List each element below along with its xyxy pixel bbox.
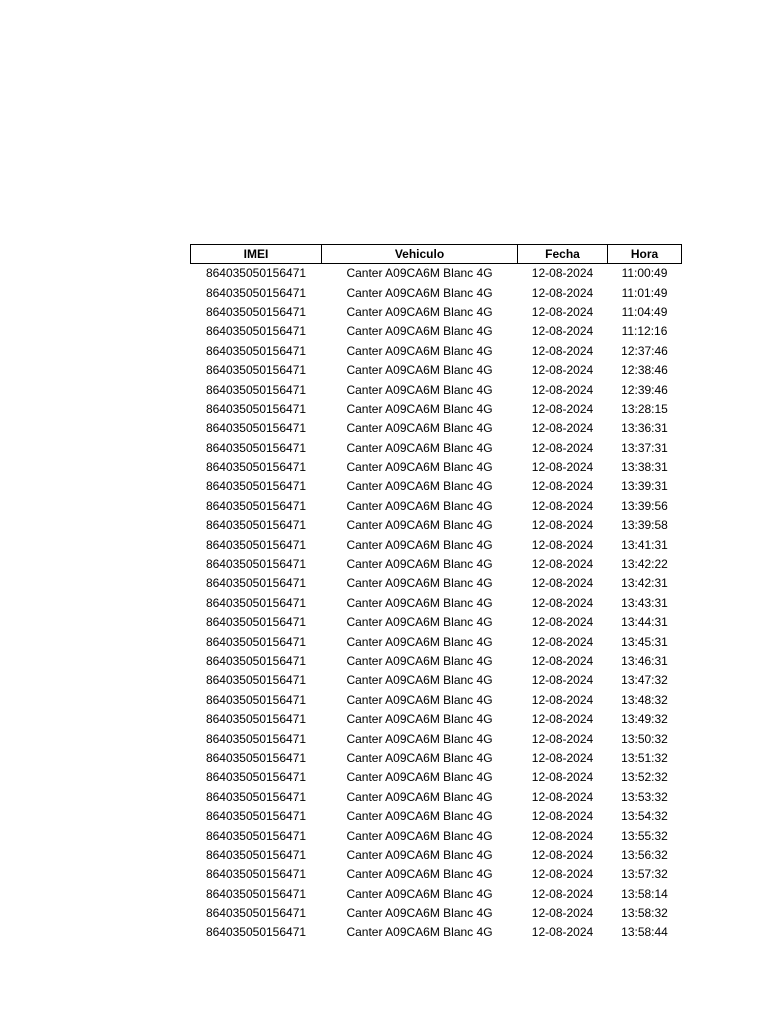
cell-fecha: 12-08-2024: [531, 440, 594, 455]
cell-vehiculo: Canter A09CA6M Blanc 4G: [346, 847, 493, 862]
table-body: [191, 264, 682, 943]
cell-hora: 13:37:31: [621, 440, 668, 455]
cell-fecha: 12-08-2024: [531, 382, 594, 397]
cell-fecha: 12-08-2024: [531, 460, 594, 475]
cell-imei: 864035050156471: [205, 498, 307, 513]
cell-fecha: 12-08-2024: [531, 401, 594, 416]
table-row: [191, 439, 682, 458]
cell-imei: 864035050156471: [205, 304, 307, 319]
table-row: [191, 555, 682, 574]
header-hora: Hora: [608, 245, 682, 264]
cell-vehiculo: Canter A09CA6M Blanc 4G: [346, 673, 493, 688]
cell-hora: 13:41:31: [621, 537, 668, 552]
table-row: [191, 710, 682, 729]
cell-imei: 864035050156471: [205, 634, 307, 649]
cell-vehiculo: Canter A09CA6M Blanc 4G: [346, 925, 493, 940]
cell-imei: 864035050156471: [205, 906, 307, 921]
cell-hora: 13:58:44: [621, 925, 668, 940]
cell-fecha: 12-08-2024: [531, 750, 594, 765]
cell-fecha: 12-08-2024: [531, 595, 594, 610]
cell-imei: 864035050156471: [205, 789, 307, 804]
table-row: [191, 477, 682, 496]
header-row: [191, 245, 682, 264]
table-row: [191, 691, 682, 710]
table-row: [191, 923, 682, 942]
cell-fecha: 12-08-2024: [531, 654, 594, 668]
cell-hora: 13:45:31: [621, 634, 668, 649]
cell-hora: 11:04:49: [621, 304, 668, 319]
cell-fecha: 12-08-2024: [531, 285, 594, 300]
cell-imei: 864035050156471: [205, 867, 307, 882]
table-row: [191, 904, 682, 923]
cell-fecha: 12-08-2024: [531, 692, 594, 707]
cell-vehiculo: Canter A09CA6M Blanc 4G: [346, 304, 493, 319]
cell-imei: 864035050156471: [205, 847, 307, 862]
table-row: [191, 458, 682, 477]
cell-vehiculo: Canter A09CA6M Blanc 4G: [346, 382, 493, 397]
cell-hora: 13:42:22: [621, 557, 668, 572]
cell-vehiculo: Canter A09CA6M Blanc 4G: [346, 789, 493, 804]
cell-hora: 13:58:14: [621, 886, 668, 901]
cell-fecha: 12-08-2024: [531, 828, 594, 843]
cell-fecha: 12-08-2024: [531, 343, 594, 358]
cell-imei: 864035050156471: [205, 750, 307, 765]
cell-fecha: 12-08-2024: [531, 304, 594, 319]
table-row: [191, 400, 682, 419]
cell-vehiculo: Canter A09CA6M Blanc 4G: [346, 692, 493, 707]
cell-vehiculo: Canter A09CA6M Blanc 4G: [346, 595, 493, 610]
cell-fecha: 12-08-2024: [531, 363, 594, 378]
cell-fecha: 12-08-2024: [531, 886, 594, 901]
cell-fecha: 12-08-2024: [531, 537, 594, 552]
cell-fecha: 12-08-2024: [531, 421, 594, 436]
cell-imei: 864035050156471: [205, 770, 307, 785]
table-row: [191, 885, 682, 904]
header-imei: IMEI: [191, 245, 322, 264]
cell-vehiculo: Canter A09CA6M Blanc 4G: [346, 906, 493, 921]
cell-vehiculo: Canter A09CA6M Blanc 4G: [346, 518, 493, 533]
table-row: [191, 807, 682, 826]
cell-vehiculo: Canter A09CA6M Blanc 4G: [346, 634, 493, 649]
cell-vehiculo: Canter A09CA6M Blanc 4G: [346, 343, 493, 358]
cell-hora: 13:58:32: [621, 906, 668, 921]
cell-hora: 13:57:32: [621, 867, 668, 882]
table-row: [191, 632, 682, 651]
table-row: [191, 342, 682, 361]
table-row: [191, 788, 682, 807]
table-row: [191, 671, 682, 690]
cell-fecha: 12-08-2024: [531, 847, 594, 862]
cell-fecha: 12-08-2024: [531, 770, 594, 785]
cell-imei: 864035050156471: [205, 712, 307, 727]
cell-imei: 864035050156471: [205, 654, 307, 668]
table-header: [191, 245, 682, 264]
cell-hora: 12:37:46: [621, 343, 668, 358]
cell-fecha: 12-08-2024: [531, 906, 594, 921]
cell-vehiculo: Canter A09CA6M Blanc 4G: [346, 731, 493, 746]
cell-vehiculo: Canter A09CA6M Blanc 4G: [346, 615, 493, 630]
cell-hora: 13:46:31: [621, 654, 668, 668]
cell-imei: 864035050156471: [205, 382, 307, 397]
cell-vehiculo: Canter A09CA6M Blanc 4G: [346, 809, 493, 824]
cell-imei: 864035050156471: [205, 925, 307, 940]
cell-vehiculo: Canter A09CA6M Blanc 4G: [346, 460, 493, 475]
cell-vehiculo: Canter A09CA6M Blanc 4G: [346, 421, 493, 436]
cell-fecha: 12-08-2024: [531, 673, 594, 688]
table-row: [191, 768, 682, 787]
table-row: [191, 497, 682, 516]
table-row: [191, 865, 682, 884]
cell-imei: 864035050156471: [205, 828, 307, 843]
table-row: [191, 361, 682, 380]
data-sheet: [190, 244, 681, 943]
cell-hora: 13:39:58: [621, 518, 668, 533]
cell-imei: 864035050156471: [205, 440, 307, 455]
cell-hora: 13:38:31: [621, 460, 668, 475]
records-table: [190, 244, 682, 943]
cell-fecha: 12-08-2024: [531, 576, 594, 591]
cell-imei: 864035050156471: [205, 266, 307, 281]
cell-vehiculo: Canter A09CA6M Blanc 4G: [346, 750, 493, 765]
cell-hora: 13:50:32: [621, 731, 668, 746]
cell-imei: 864035050156471: [205, 421, 307, 436]
cell-vehiculo: Canter A09CA6M Blanc 4G: [346, 401, 493, 416]
cell-hora: 11:00:49: [621, 266, 668, 281]
cell-hora: 13:42:31: [621, 576, 668, 591]
cell-hora: 13:28:15: [621, 401, 668, 416]
cell-fecha: 12-08-2024: [531, 557, 594, 572]
cell-vehiculo: Canter A09CA6M Blanc 4G: [346, 363, 493, 378]
header-vehiculo: Vehiculo: [322, 245, 518, 264]
cell-imei: 864035050156471: [205, 809, 307, 824]
cell-vehiculo: Canter A09CA6M Blanc 4G: [346, 867, 493, 882]
cell-imei: 864035050156471: [205, 460, 307, 475]
cell-vehiculo: Canter A09CA6M Blanc 4G: [346, 498, 493, 513]
cell-fecha: 12-08-2024: [531, 809, 594, 824]
cell-vehiculo: Canter A09CA6M Blanc 4G: [346, 654, 493, 668]
cell-imei: 864035050156471: [205, 576, 307, 591]
cell-hora: 11:01:49: [621, 285, 668, 300]
cell-fecha: 12-08-2024: [531, 324, 594, 339]
cell-vehiculo: Canter A09CA6M Blanc 4G: [346, 576, 493, 591]
cell-hora: 13:39:31: [621, 479, 668, 494]
cell-vehiculo: Canter A09CA6M Blanc 4G: [346, 537, 493, 552]
cell-imei: 864035050156471: [205, 886, 307, 901]
cell-fecha: 12-08-2024: [531, 731, 594, 746]
cell-fecha: 12-08-2024: [531, 266, 594, 281]
cell-vehiculo: Canter A09CA6M Blanc 4G: [346, 712, 493, 727]
cell-fecha: 12-08-2024: [531, 615, 594, 630]
cell-fecha: 12-08-2024: [531, 867, 594, 882]
cell-imei: 864035050156471: [205, 595, 307, 610]
cell-vehiculo: Canter A09CA6M Blanc 4G: [346, 886, 493, 901]
cell-hora: 13:51:32: [621, 750, 668, 765]
table-row: [191, 846, 682, 865]
cell-vehiculo: Canter A09CA6M Blanc 4G: [346, 828, 493, 843]
cell-vehiculo: Canter A09CA6M Blanc 4G: [346, 266, 493, 281]
table-row: [191, 380, 682, 399]
cell-vehiculo: Canter A09CA6M Blanc 4G: [346, 440, 493, 455]
cell-fecha: 12-08-2024: [531, 712, 594, 727]
cell-imei: 864035050156471: [205, 343, 307, 358]
cell-imei: 864035050156471: [205, 324, 307, 339]
table-row: [191, 729, 682, 748]
table-row: [191, 613, 682, 632]
table-row: [191, 419, 682, 438]
table-row: [191, 749, 682, 768]
cell-imei: 864035050156471: [205, 285, 307, 300]
cell-vehiculo: Canter A09CA6M Blanc 4G: [346, 770, 493, 785]
table-row: [191, 574, 682, 593]
cell-hora: 13:49:32: [621, 712, 668, 727]
cell-fecha: 12-08-2024: [531, 634, 594, 649]
table-row: [191, 535, 682, 554]
table-row: [191, 652, 682, 671]
cell-imei: 864035050156471: [205, 537, 307, 552]
cell-imei: 864035050156471: [205, 401, 307, 416]
cell-hora: 13:47:32: [621, 673, 668, 688]
table-row: [191, 826, 682, 845]
cell-fecha: 12-08-2024: [531, 518, 594, 533]
cell-imei: 864035050156471: [205, 731, 307, 746]
cell-hora: 13:54:32: [621, 809, 668, 824]
cell-vehiculo: Canter A09CA6M Blanc 4G: [346, 557, 493, 572]
cell-hora: 13:56:32: [621, 847, 668, 862]
cell-fecha: 12-08-2024: [531, 925, 594, 940]
cell-imei: 864035050156471: [205, 479, 307, 494]
cell-vehiculo: Canter A09CA6M Blanc 4G: [346, 324, 493, 339]
cell-hora: 13:44:31: [621, 615, 668, 630]
cell-fecha: 12-08-2024: [531, 479, 594, 494]
cell-fecha: 12-08-2024: [531, 498, 594, 513]
cell-vehiculo: Canter A09CA6M Blanc 4G: [346, 479, 493, 494]
cell-imei: 864035050156471: [205, 363, 307, 378]
header-fecha: Fecha: [518, 245, 608, 264]
cell-fecha: 12-08-2024: [531, 789, 594, 804]
cell-hora: 13:39:56: [621, 498, 668, 513]
cell-imei: 864035050156471: [205, 615, 307, 630]
cell-hora: 11:12:16: [621, 324, 668, 339]
cell-imei: 864035050156471: [205, 673, 307, 688]
table-row: [191, 516, 682, 535]
cell-hora: 12:38:46: [621, 363, 668, 378]
cell-hora: 13:53:32: [621, 789, 668, 804]
table-row: [191, 303, 682, 322]
table-row: [191, 322, 682, 341]
cell-vehiculo: Canter A09CA6M Blanc 4G: [346, 285, 493, 300]
cell-imei: 864035050156471: [205, 557, 307, 572]
cell-hora: 13:55:32: [621, 828, 668, 843]
cell-hora: 13:36:31: [621, 421, 668, 436]
cell-hora: 12:39:46: [621, 382, 668, 397]
cell-imei: 864035050156471: [205, 692, 307, 707]
table-row: [191, 283, 682, 302]
cell-imei: 864035050156471: [205, 518, 307, 533]
cell-hora: 13:43:31: [621, 595, 668, 610]
cell-hora: 13:48:32: [621, 692, 668, 707]
table-row: [191, 594, 682, 613]
table-row: [191, 264, 682, 284]
cell-hora: 13:52:32: [621, 770, 668, 785]
